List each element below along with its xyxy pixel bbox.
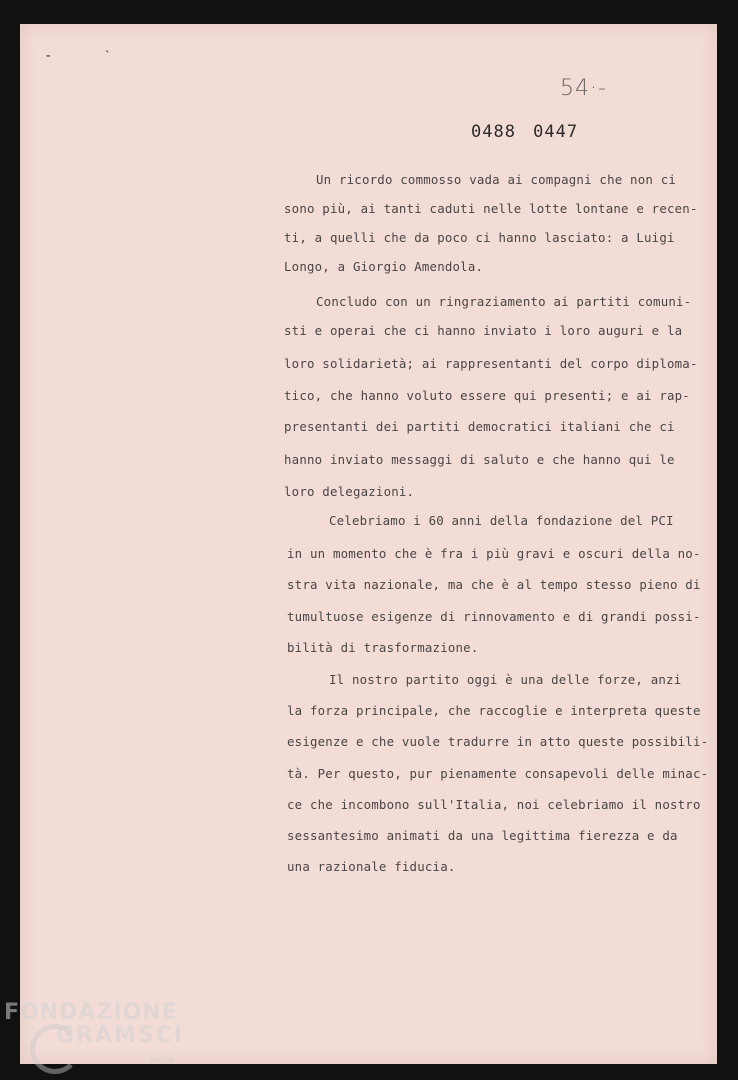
text-line: ce che incombono sull'Italia, noi celebriamo il nostro xyxy=(287,797,701,812)
text-line: sti e operai che ci hanno inviato i loro auguri e la xyxy=(284,323,683,338)
text-line: Il nostro partito oggi è una delle forze, anzi xyxy=(329,672,682,687)
text-line: Longo, a Giorgio Amendola. xyxy=(284,259,484,274)
text-line: stra vita nazionale, ma che è al tempo stesso pieno di xyxy=(287,577,701,592)
text-line: in un momento che è fra i più gravi e oscuri della no- xyxy=(287,546,701,561)
text-line: una razionale fiducia. xyxy=(287,859,456,874)
text-line: tico, che hanno voluto essere qui presenti; e ai rap- xyxy=(284,388,690,403)
text-line: la forza principale, che raccoglie e interpreta queste xyxy=(287,703,701,718)
text-line: hanno inviato messaggi di saluto e che hanno qui le xyxy=(284,452,675,467)
watermark xyxy=(4,1000,184,1048)
text-line: loro delegazioni. xyxy=(284,484,415,499)
text-line: loro solidarietà; ai rappresentanti del corpo diploma- xyxy=(284,356,698,371)
handwritten-page-number: 54·- xyxy=(560,76,607,101)
text-line: bilità di trasformazione. xyxy=(287,640,479,655)
watermark-line3: onlus xyxy=(150,1056,175,1066)
watermark-line1: FONDAZIONE xyxy=(4,1000,178,1025)
text-line: esigenze e che vuole tradurre in atto queste possibili- xyxy=(287,734,709,749)
text-line: tà. Per questo, pur pienamente consapevoli delle minac- xyxy=(287,766,709,781)
text-line: Concludo con un ringraziamento ai partiti comuni- xyxy=(316,294,692,309)
document-code: 0488 0447 xyxy=(471,122,579,142)
text-line: sono più, ai tanti caduti nelle lotte lontane e recen- xyxy=(284,201,698,216)
text-line: sessantesimo animati da una legittima fierezza e da xyxy=(287,828,678,843)
text-line: Un ricordo commosso vada ai compagni che non ci xyxy=(316,172,677,187)
watermark-line2: GRAMSCI xyxy=(56,1023,185,1048)
text-line: Celebriamo i 60 anni della fondazione del PCI xyxy=(329,513,674,528)
corner-marks: - ˋ xyxy=(44,48,132,64)
text-line: presentanti dei partiti democratici italiani che ci xyxy=(284,419,675,434)
text-line: tumultuose esigenze di rinnovamento e di grandi possi- xyxy=(287,609,701,624)
text-line: ti, a quelli che da poco ci hanno lasciato: a Luigi xyxy=(284,230,675,245)
